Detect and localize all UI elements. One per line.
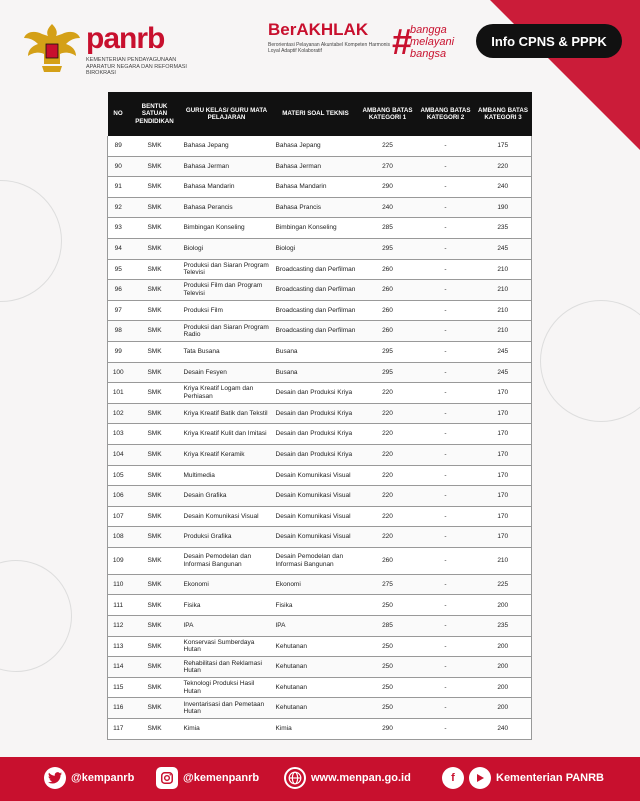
table-cell: SMK (129, 636, 181, 657)
table-cell: Desain Pemodelan dan Informasi Bangunan (273, 547, 359, 574)
table-cell: Bimbingan Konseling (273, 218, 359, 239)
table-cell: Bahasa Prancis (273, 197, 359, 218)
header (0, 0, 640, 85)
instagram-handle: @kemenpanrb (183, 772, 260, 784)
table-cell: - (417, 300, 475, 321)
twitter-handle: @kempanrb (71, 772, 135, 784)
table-cell: 200 (475, 677, 532, 698)
table-cell: 210 (475, 300, 532, 321)
twitter-link[interactable] (44, 767, 134, 789)
table-row (108, 547, 532, 574)
column-header: AMBANG BATAS KATEGORI 2 (417, 92, 475, 136)
threshold-table-container (107, 92, 531, 740)
footer (0, 757, 640, 801)
table-cell: Produksi Grafika (181, 527, 273, 548)
table-cell: Multimedia (181, 465, 273, 486)
table-cell: 220 (475, 156, 532, 177)
table-cell: 200 (475, 698, 532, 719)
bangsa-text: bangsa (410, 48, 447, 60)
table-cell: Desain Grafika (181, 486, 273, 507)
table-cell: 103 (108, 424, 129, 445)
table-row (108, 218, 532, 239)
table-cell: Desain dan Produksi Kriya (273, 383, 359, 404)
table-cell: Konservasi Sumberdaya Hutan (181, 636, 273, 657)
table-row (108, 698, 532, 719)
table-cell: 275 (359, 574, 417, 595)
table-cell: 220 (359, 424, 417, 445)
table-cell: 285 (359, 616, 417, 637)
table-cell: 295 (359, 362, 417, 383)
table-cell: SMK (129, 574, 181, 595)
table-cell: 260 (359, 300, 417, 321)
column-header: MATERI SOAL TEKNIS (273, 92, 359, 136)
table-cell: 210 (475, 259, 532, 280)
table-cell: Ekonomi (273, 574, 359, 595)
table-cell: Broadcasting dan Perfilman (273, 321, 359, 342)
table-cell: - (417, 259, 475, 280)
table-body (108, 136, 532, 739)
table-cell: Desain Komunikasi Visual (273, 506, 359, 527)
table-cell: - (417, 197, 475, 218)
table-cell: 108 (108, 527, 129, 548)
table-cell: Broadcasting dan Perfilman (273, 280, 359, 301)
table-row (108, 321, 532, 342)
table-cell: Desain dan Produksi Kriya (273, 403, 359, 424)
table-cell: Fisika (273, 595, 359, 616)
table-cell: SMK (129, 424, 181, 445)
table-cell: 240 (359, 197, 417, 218)
table-cell: Kriya Kreatif Keramik (181, 444, 273, 465)
table-cell: - (417, 238, 475, 259)
table-cell: SMK (129, 506, 181, 527)
table-cell: Bimbingan Konseling (181, 218, 273, 239)
table-cell: 104 (108, 444, 129, 465)
circle-decoration (0, 180, 62, 302)
table-cell: 220 (359, 383, 417, 404)
table-cell: 250 (359, 595, 417, 616)
table-cell: - (417, 177, 475, 198)
table-cell: - (417, 465, 475, 486)
table-cell: 114 (108, 657, 129, 678)
table-row (108, 595, 532, 616)
table-cell: Kehutanan (273, 636, 359, 657)
table-cell: Fisika (181, 595, 273, 616)
table-cell: - (417, 719, 475, 740)
table-cell: SMK (129, 321, 181, 342)
table-cell: SMK (129, 218, 181, 239)
facebook-youtube-name: Kementerian PANRB (496, 772, 604, 784)
table-cell: IPA (273, 616, 359, 637)
table-cell: Desain Pemodelan dan Informasi Bangunan (181, 547, 273, 574)
table-cell: SMK (129, 698, 181, 719)
table-cell: 170 (475, 383, 532, 404)
table-cell: 225 (475, 574, 532, 595)
table-cell: - (417, 547, 475, 574)
table-cell: 200 (475, 595, 532, 616)
table-row (108, 465, 532, 486)
table-row (108, 341, 532, 362)
bangga-text: bangga (410, 24, 447, 36)
table-cell: SMK (129, 547, 181, 574)
column-header: AMBANG BATAS KATEGORI 3 (475, 92, 532, 136)
table-cell: - (417, 156, 475, 177)
table-cell: 270 (359, 156, 417, 177)
table-cell: Broadcasting dan Perfilman (273, 300, 359, 321)
table-cell: 250 (359, 657, 417, 678)
table-cell: 93 (108, 218, 129, 239)
table-cell: SMK (129, 280, 181, 301)
table-row (108, 300, 532, 321)
table-row (108, 156, 532, 177)
table-cell: 260 (359, 280, 417, 301)
table-cell: 235 (475, 218, 532, 239)
table-cell: SMK (129, 177, 181, 198)
table-cell: 220 (359, 444, 417, 465)
table-cell: 99 (108, 341, 129, 362)
table-cell: SMK (129, 362, 181, 383)
table-cell: Desain dan Produksi Kriya (273, 444, 359, 465)
table-cell: - (417, 595, 475, 616)
bangga-melayani-logo (392, 22, 462, 64)
table-cell: SMK (129, 341, 181, 362)
table-cell: SMK (129, 616, 181, 637)
table-cell: 190 (475, 197, 532, 218)
berakhlak-logo-text: BerAKHLAK (268, 20, 369, 39)
table-cell: 295 (359, 341, 417, 362)
table-cell: 106 (108, 486, 129, 507)
table-cell: 110 (108, 574, 129, 595)
table-cell: 245 (475, 238, 532, 259)
column-header: GURU KELAS/ GURU MATA PELAJARAN (181, 92, 273, 136)
table-cell: 170 (475, 403, 532, 424)
table-cell: 100 (108, 362, 129, 383)
table-cell: 245 (475, 362, 532, 383)
table-cell: 220 (359, 506, 417, 527)
table-row (108, 177, 532, 198)
table-cell: - (417, 574, 475, 595)
table-cell: SMK (129, 383, 181, 404)
website-url: www.menpan.go.id (311, 772, 411, 784)
table-row (108, 657, 532, 678)
table-cell: SMK (129, 403, 181, 424)
table-cell: Bahasa Jerman (273, 156, 359, 177)
table-cell: 240 (475, 719, 532, 740)
table-row (108, 197, 532, 218)
table-cell: 285 (359, 218, 417, 239)
table-row (108, 506, 532, 527)
table-cell: 90 (108, 156, 129, 177)
table-cell: 117 (108, 719, 129, 740)
table-cell: 98 (108, 321, 129, 342)
table-cell: Biologi (273, 238, 359, 259)
threshold-table (107, 92, 532, 740)
table-cell: SMK (129, 259, 181, 280)
table-cell: 200 (475, 636, 532, 657)
table-cell: - (417, 341, 475, 362)
table-cell: SMK (129, 527, 181, 548)
table-cell: Bahasa Perancis (181, 197, 273, 218)
table-cell: SMK (129, 595, 181, 616)
table-cell: Kehutanan (273, 677, 359, 698)
facebook-icon: f (442, 767, 464, 789)
table-cell: SMK (129, 197, 181, 218)
table-row (108, 259, 532, 280)
table-cell: 116 (108, 698, 129, 719)
table-cell: 250 (359, 698, 417, 719)
table-cell: Inventarisasi dan Pemetaan Hutan (181, 698, 273, 719)
table-cell: 235 (475, 616, 532, 637)
table-cell: 102 (108, 403, 129, 424)
table-cell: - (417, 636, 475, 657)
table-header-row (108, 92, 532, 136)
table-cell: Biologi (181, 238, 273, 259)
table-cell: Bahasa Jerman (181, 156, 273, 177)
table-cell: - (417, 616, 475, 637)
table-cell: Bahasa Mandarin (273, 177, 359, 198)
table-cell: Kimia (273, 719, 359, 740)
table-cell: 115 (108, 677, 129, 698)
table-cell: 260 (359, 259, 417, 280)
table-row (108, 677, 532, 698)
table-cell: 220 (359, 527, 417, 548)
table-row (108, 403, 532, 424)
table-cell: - (417, 486, 475, 507)
table-cell: - (417, 321, 475, 342)
table-cell: Bahasa Jepang (273, 136, 359, 156)
table-cell: 225 (359, 136, 417, 156)
table-cell: SMK (129, 238, 181, 259)
table-cell: SMK (129, 719, 181, 740)
table-cell: 89 (108, 136, 129, 156)
table-cell: Kriya Kreatif Batik dan Tekstil (181, 403, 273, 424)
table-cell: 250 (359, 636, 417, 657)
table-cell: Kriya Kreatif Logam dan Perhiasan (181, 383, 273, 404)
table-row (108, 719, 532, 740)
table-cell: - (417, 677, 475, 698)
table-cell: Kimia (181, 719, 273, 740)
table-cell: 210 (475, 547, 532, 574)
table-cell: 210 (475, 321, 532, 342)
table-cell: 91 (108, 177, 129, 198)
brand-logo-text: panrb (86, 22, 165, 55)
table-cell: 170 (475, 465, 532, 486)
circle-decoration (0, 560, 72, 672)
table-cell: 96 (108, 280, 129, 301)
table-cell: 220 (359, 465, 417, 486)
table-cell: - (417, 218, 475, 239)
table-cell: Kriya Kreatif Kulit dan Imitasi (181, 424, 273, 445)
table-cell: Kehutanan (273, 657, 359, 678)
table-cell: 295 (359, 238, 417, 259)
table-cell: 260 (359, 547, 417, 574)
table-row (108, 527, 532, 548)
table-cell: 109 (108, 547, 129, 574)
table-cell: Desain Komunikasi Visual (273, 527, 359, 548)
facebook-youtube-link[interactable] (442, 767, 604, 789)
table-cell: Busana (273, 362, 359, 383)
table-cell: 113 (108, 636, 129, 657)
table-cell: SMK (129, 677, 181, 698)
table-cell: - (417, 383, 475, 404)
table-cell: 95 (108, 259, 129, 280)
table-cell: 240 (475, 177, 532, 198)
table-cell: Desain Fesyen (181, 362, 273, 383)
table-row (108, 616, 532, 637)
table-cell: Desain Komunikasi Visual (273, 486, 359, 507)
table-cell: Rehabilitasi dan Reklamasi Hutan (181, 657, 273, 678)
table-cell: Produksi dan Siaran Program Radio (181, 321, 273, 342)
hashtag-icon: # (392, 21, 413, 62)
table-cell: 290 (359, 177, 417, 198)
table-cell: - (417, 444, 475, 465)
table-cell: Tata Busana (181, 341, 273, 362)
column-header: NO (108, 92, 129, 136)
circle-decoration (540, 300, 640, 422)
garuda-emblem-icon (22, 20, 82, 75)
table-cell: SMK (129, 657, 181, 678)
table-cell: 245 (475, 341, 532, 362)
table-cell: - (417, 657, 475, 678)
table-cell: 170 (475, 424, 532, 445)
table-cell: Kehutanan (273, 698, 359, 719)
table-row (108, 486, 532, 507)
table-cell: - (417, 403, 475, 424)
table-cell: Busana (273, 341, 359, 362)
table-cell: 101 (108, 383, 129, 404)
website-link[interactable] (284, 767, 411, 789)
table-cell: 220 (359, 486, 417, 507)
table-cell: SMK (129, 465, 181, 486)
table-cell: 260 (359, 321, 417, 342)
table-cell: Broadcasting dan Perfilman (273, 259, 359, 280)
table-cell: - (417, 527, 475, 548)
table-cell: 170 (475, 444, 532, 465)
table-row (108, 424, 532, 445)
table-cell: Desain Komunikasi Visual (181, 506, 273, 527)
table-cell: 105 (108, 465, 129, 486)
berakhlak-subtitle: Berorientasi Pelayanan Akuntabel Kompeten Harmonis Loyal Adaptif Kolaboratif (268, 42, 391, 54)
table-cell: Produksi dan Siaran Program Televisi (181, 259, 273, 280)
info-cpns-pppk-badge: Info CPNS & PPPK (476, 24, 622, 58)
instagram-icon (156, 767, 178, 789)
table-cell: Desain Komunikasi Visual (273, 465, 359, 486)
table-cell: 94 (108, 238, 129, 259)
table-row (108, 238, 532, 259)
table-cell: 210 (475, 280, 532, 301)
globe-icon (284, 767, 306, 789)
table-cell: Produksi Film dan Program Televisi (181, 280, 273, 301)
table-cell: 107 (108, 506, 129, 527)
table-row (108, 136, 532, 156)
table-cell: 112 (108, 616, 129, 637)
table-cell: - (417, 362, 475, 383)
twitter-icon (44, 767, 66, 789)
table-cell: 175 (475, 136, 532, 156)
youtube-icon (469, 767, 491, 789)
melayani-text: melayani (410, 36, 455, 48)
table-row (108, 574, 532, 595)
instagram-link[interactable] (156, 767, 259, 789)
table-cell: - (417, 280, 475, 301)
table-cell: 290 (359, 719, 417, 740)
table-cell: 111 (108, 595, 129, 616)
table-cell: 170 (475, 506, 532, 527)
table-cell: - (417, 424, 475, 445)
table-cell: Ekonomi (181, 574, 273, 595)
table-cell: 97 (108, 300, 129, 321)
table-row (108, 444, 532, 465)
table-row (108, 636, 532, 657)
table-cell: Desain dan Produksi Kriya (273, 424, 359, 445)
table-cell: Produksi Film (181, 300, 273, 321)
column-header: BENTUK SATUAN PENDIDIKAN (129, 92, 181, 136)
table-cell: 200 (475, 657, 532, 678)
table-cell: SMK (129, 486, 181, 507)
table-cell: 220 (359, 403, 417, 424)
table-cell: Bahasa Mandarin (181, 177, 273, 198)
table-cell: SMK (129, 156, 181, 177)
table-cell: - (417, 698, 475, 719)
table-cell: Bahasa Jepang (181, 136, 273, 156)
table-row (108, 362, 532, 383)
table-cell: IPA (181, 616, 273, 637)
column-header: AMBANG BATAS KATEGORI 1 (359, 92, 417, 136)
table-cell: SMK (129, 300, 181, 321)
table-row (108, 280, 532, 301)
table-cell: 170 (475, 486, 532, 507)
table-cell: 92 (108, 197, 129, 218)
table-cell: SMK (129, 444, 181, 465)
table-cell: 250 (359, 677, 417, 698)
table-cell: Teknologi Produksi Hasil Hutan (181, 677, 273, 698)
table-cell: - (417, 136, 475, 156)
brand-subtitle: KEMENTERIAN PENDAYAGUNAAN APARATUR NEGARA DAN REFORMASI BIROKRASI (86, 57, 187, 76)
table-cell: - (417, 506, 475, 527)
table-row (108, 383, 532, 404)
table-cell: 170 (475, 527, 532, 548)
table-cell: SMK (129, 136, 181, 156)
